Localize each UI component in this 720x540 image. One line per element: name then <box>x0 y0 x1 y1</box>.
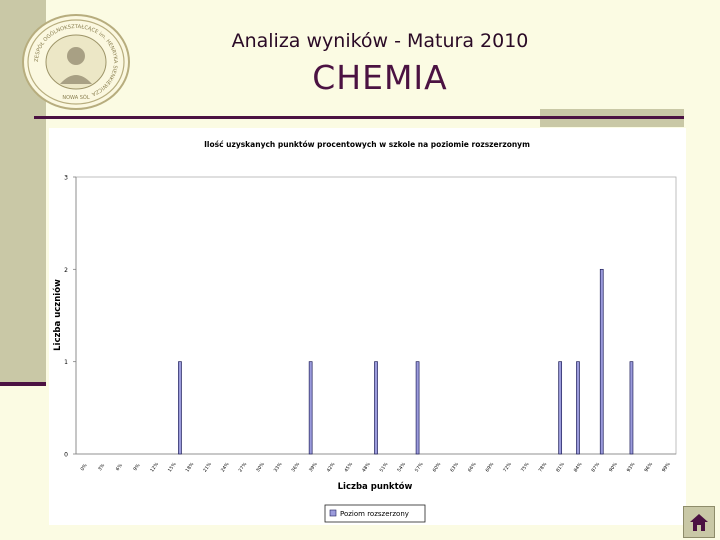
x-tick-label: 78% <box>538 462 549 474</box>
x-ticks <box>79 461 672 473</box>
header-divider <box>34 116 684 119</box>
bar <box>178 362 181 454</box>
x-tick-label: 24% <box>220 462 231 474</box>
y-tick-label: 3 <box>64 174 68 182</box>
y-tick-label: 1 <box>64 359 68 367</box>
x-tick-label: 93% <box>626 462 637 474</box>
x-tick-label: 21% <box>202 462 213 474</box>
x-tick-label: 18% <box>185 462 196 474</box>
bar <box>309 362 312 454</box>
x-tick-label: 39% <box>308 462 319 474</box>
x-tick-label: 3% <box>97 463 107 473</box>
chart-title: Ilość uzyskanych punktów procentowych w szkole na poziomie rozszerzonym <box>204 140 530 149</box>
x-tick-label: 72% <box>502 462 513 474</box>
school-seal-logo <box>22 14 130 110</box>
x-tick-label: 75% <box>520 462 531 474</box>
sidebar-foot-rule <box>0 382 46 386</box>
chart-panel <box>49 128 686 525</box>
home-icon <box>684 507 714 537</box>
slide-subject-heading: CHEMIA <box>312 58 448 97</box>
y-ticks <box>64 175 76 459</box>
x-tick-label: 27% <box>238 462 249 474</box>
x-tick-label: 90% <box>608 462 619 474</box>
seal-city-text: NOWA SÓL <box>62 95 90 101</box>
home-button[interactable] <box>683 506 715 538</box>
seal-ring-text: ZESPÓŁ OGÓLNOKSZTAŁCĄCE im. HENRYKA SIENKIEWICZA <box>33 23 119 97</box>
x-tick-label: 99% <box>661 462 672 474</box>
x-tick-label: 66% <box>467 462 478 474</box>
x-tick-label: 36% <box>291 462 302 474</box>
y-axis-label: Liczba uczniów <box>53 279 63 351</box>
x-axis-label: Liczba punktów <box>337 482 413 492</box>
x-tick-label: 57% <box>414 462 425 474</box>
x-tick-label: 6% <box>115 463 124 473</box>
x-tick-label: 60% <box>432 462 443 474</box>
legend-swatch <box>330 510 336 516</box>
y-tick-label: 0 <box>64 451 68 459</box>
x-tick-label: 15% <box>167 462 178 474</box>
x-tick-label: 51% <box>379 462 390 474</box>
seal-graphic <box>24 16 128 108</box>
x-tick-label: 84% <box>573 462 584 474</box>
x-tick-label: 48% <box>361 462 372 474</box>
x-tick-label: 42% <box>326 462 337 474</box>
bar <box>559 362 562 454</box>
x-tick-label: 96% <box>644 462 655 474</box>
x-tick-label: 69% <box>485 462 496 474</box>
x-tick-label: 30% <box>255 462 266 474</box>
x-tick-label: 54% <box>397 462 408 474</box>
x-tick-label: 33% <box>273 462 284 474</box>
bar <box>600 269 603 454</box>
bar <box>576 362 579 454</box>
legend-label: Poziom rozszerzony <box>340 510 409 518</box>
chart-canvas <box>49 128 686 525</box>
legend <box>325 505 425 522</box>
x-tick-label: 12% <box>150 462 160 474</box>
y-tick-label: 2 <box>64 266 68 274</box>
x-tick-label: 81% <box>555 462 566 474</box>
x-tick-label: 87% <box>591 462 602 474</box>
x-tick-label: 63% <box>450 462 460 474</box>
bar <box>375 362 378 454</box>
slide-title: Analiza wyników - Matura 2010 <box>231 30 529 52</box>
bar <box>416 362 419 454</box>
x-tick-label: 0% <box>80 463 89 473</box>
x-tick-label: 9% <box>133 463 142 473</box>
bar <box>630 362 633 454</box>
x-tick-label: 45% <box>344 462 355 474</box>
